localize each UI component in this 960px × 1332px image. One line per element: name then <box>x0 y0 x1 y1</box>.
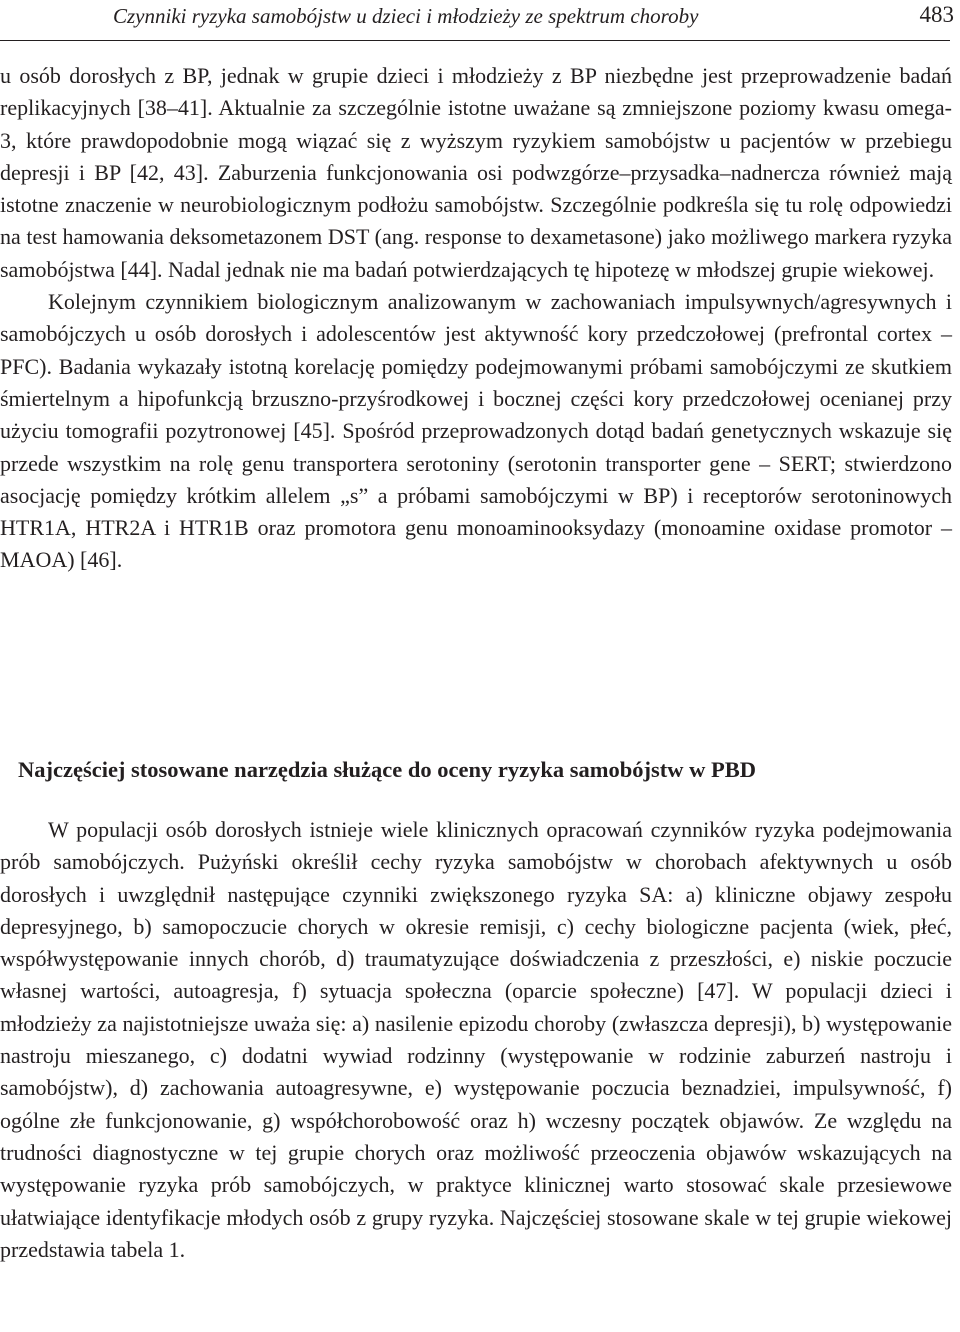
page-number: 483 <box>919 2 954 27</box>
paragraph-continued: u osób dorosłych z BP, jednak w grupie dzieci i młodzieży z BP niezbędne jest przeprowadzenie badań replikacyjnych [38–41]. Aktualnie za szczególnie istotne uważane są zmniejszone poziomy kwasu omega-3, które prawdopodobnie mogą wiązać się z wyższym ryzykiem samobójstw u pacjentów w przebiegu depresji i BP [42, 43]. Zaburzenia funkcjonowania osi podwzgórze–przysadka–nadnercza również mają istotne znaczenie w neurobiologicznym podłożu samobójstw. Szczególnie podkreśla się tu rolę odpowiedzi na test hamowania deksometazonem DST (ang. response to dexametasone) jako możliwego markera ryzyka samobójstwa [44]. Nadal jednak nie ma badań potwierdzających tę hipotezę w młodszej grupie wiekowej. <box>0 63 952 282</box>
running-header <box>0 0 960 40</box>
running-title: Czynniki ryzyka samobójstw u dzieci i młodzieży ze spektrum choroby <box>113 4 699 28</box>
header-rule <box>0 40 950 41</box>
section-heading: Najczęściej stosowane narzędzia służące do oceny ryzyka samobójstw w PBD <box>18 757 756 782</box>
body-text-bottom <box>0 814 952 1266</box>
paragraph-biological-factors: Kolejnym czynnikiem biologicznym analizowanym w zachowaniach impulsywnych/agresywnych i samobójczych u osób dorosłych i adolescentów jest aktywność kory przedczołowej (prefrontal cortex – PFC). Badania wykazały istotną korelację pomiędzy podejmowanymi próbami samobójczymi ze skutkiem śmiertelnym a hipofunkcją brzuszno-przyśrodkowej i bocznej części kory przedczołowej ocenianej przy użyciu tomografii pozytronowej [45]. Spośród przeprowadzonych dotąd badań genetycznych wskazuje się przede wszystkim na rolę genu transportera serotoniny (serotonin transporter gene – SERT; stwierdzono asocjację pomiędzy krótkim allelem „s” a próbami samobójczymi w BP) i receptorów serotoninowych HTR1A, HTR2A i HTR1B oraz promotora genu monoaminooksydazy (monoamine oxidase promotor – MAOA) [46]. <box>0 289 952 573</box>
paragraph-risk-tools: W populacji osób dorosłych istnieje wiele klinicznych opracowań czynników ryzyka podejmowania prób samobójczych. Pużyński określił cechy ryzyka samobójstw w chorobach afektywnych u osób dorosłych i uwzględnił następujące czynniki zwiększonego ryzyka SA: a) kliniczne objawy zespołu depresyjnego, b) samopoczucie chorych w okresie remisji, c) cechy biologiczne pacjenta (wiek, płeć, współwystępowanie innych chorób, d) traumatyzujące doświadczenia z przeszłości, e) niskie poczucie własnej wartości, autoagresja, f) sytuacja społeczna (oparcie społeczne) [47]. W populacji dzieci i młodzieży za najistotniejsze uważa się: a) nasilenie epizodu choroby (zwłaszcza depresji), b) występowanie nastroju mieszanego, c) dodatni wywiad rodzinny (występowanie w rodzinie zaburzeń nastroju i samobójstw), d) zachowania autoagresywne, e) występowanie poczucia beznadziei, impulsywność, f) ogólne złe funkcjonowanie, g) współchorobowość oraz h) wczesny początek objawów. Ze względu na trudności diagnostyczne w tej grupie chorych oraz możliwość przeoczenia objawów wskazujących na występowanie ryzyka prób samobójczych, w praktyce klinicznej warto stosować skale przesiewowe ułatwiające identyfikacje młodych osób z grupy ryzyka. Najczęściej stosowane skale w tej grupie wiekowej przedstawia tabela 1. <box>0 817 952 1262</box>
body-text-top <box>0 60 952 577</box>
